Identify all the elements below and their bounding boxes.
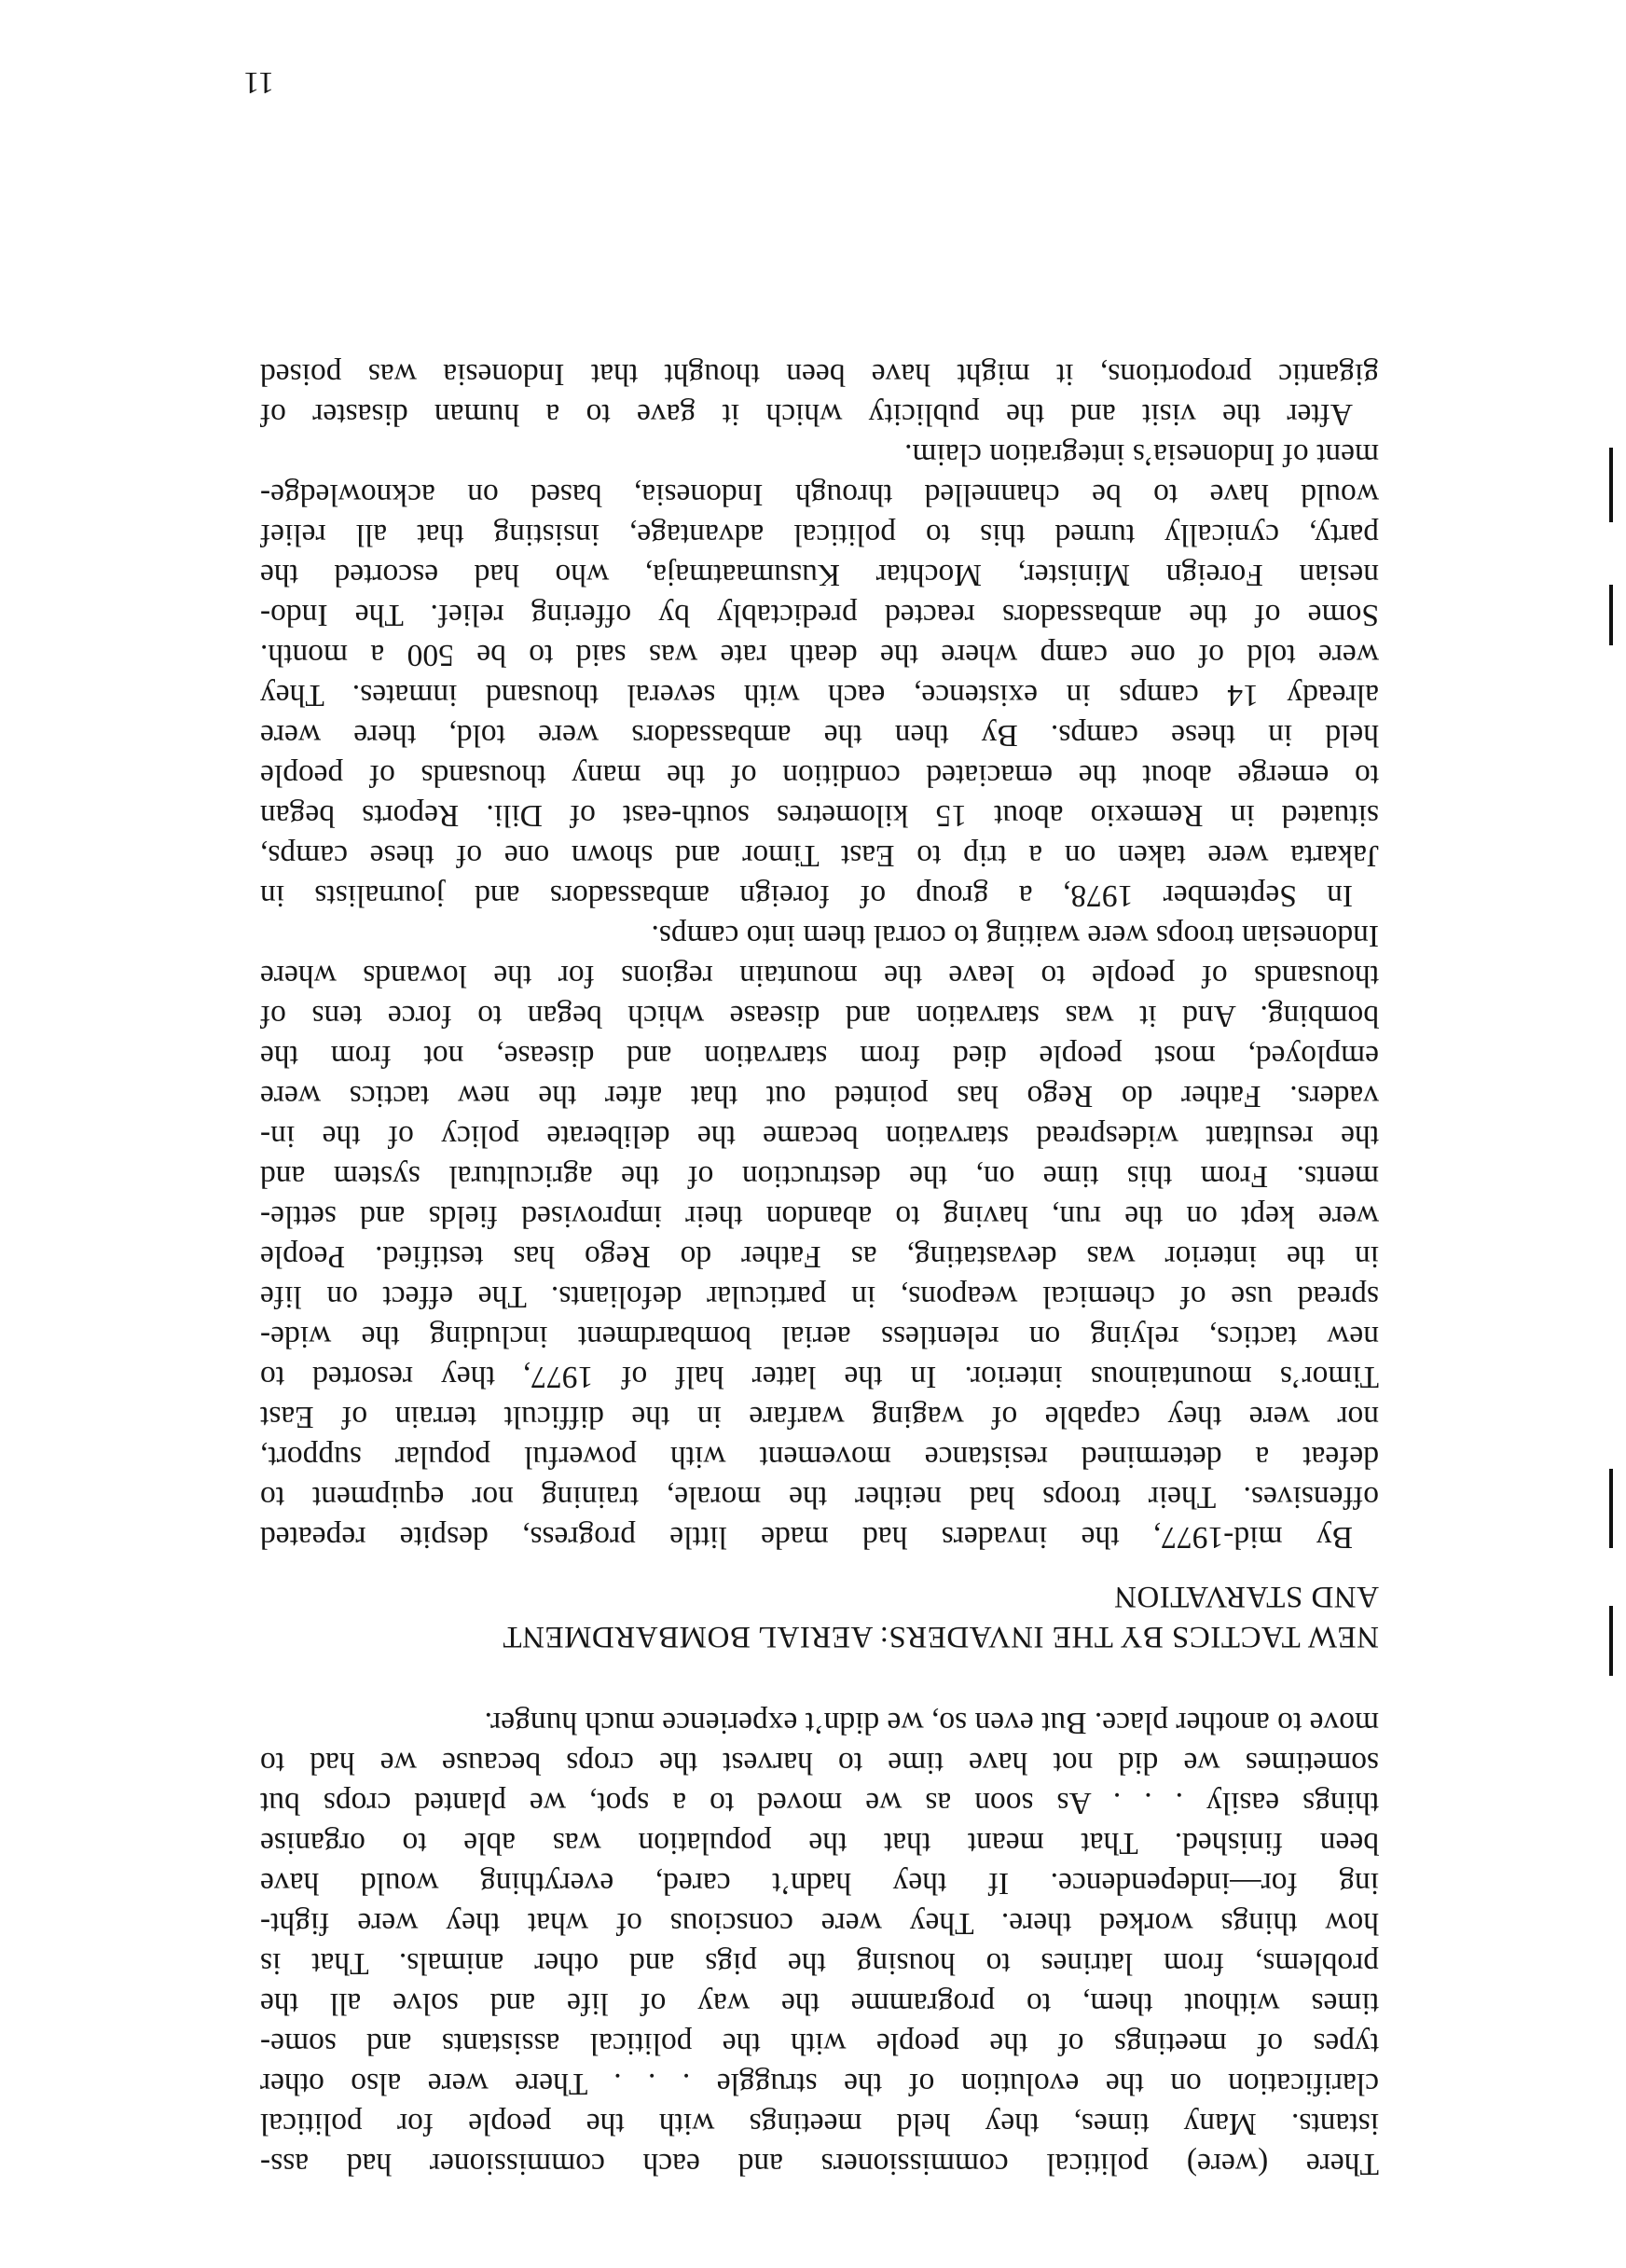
margin-bar [1609,448,1613,522]
text-line: new tactics, relying on relentless aerial bombardment including the wide- [260,1320,1379,1354]
text-line: bombing. And it was starvation and disease which began to force tens of [260,999,1379,1033]
text-line: ing for—independence. If they hadn’t cared, everything would have [260,1866,1379,1901]
text-line: clarification on the evolution of the struggle . . . There were also other [260,2067,1379,2101]
text-line: istants. Many times, they held meetings with the people for political [260,2107,1379,2141]
text-line: After the visit and the publicity which it gave to a human disaster of [260,397,1353,432]
text-line: defeat a determined resistance movement with powerful popular support, [260,1440,1379,1474]
text-line: ments. From this time on, the destruction of the agricultural system and [260,1159,1379,1194]
text-line: Timor’s mountainous interior. In the latter half of 1977, they resorted to [260,1360,1379,1394]
heading-line: AND STARVATION [1113,1580,1379,1613]
text-line: held in these camps. By then the ambassadors were told, there were [260,718,1379,753]
text-line: been finished. That meant that the population was able to organise [260,1826,1379,1860]
text-line: would have to be channelled through Indonesia, based on acknowledge- [260,477,1379,512]
text-line: in the interior was devastating, as Father do Rego has testified. People [260,1239,1379,1274]
text-line: types of meetings of the people with the political assistants and some- [260,2026,1379,2061]
text-line: nor were they capable of waging warfare in the difficult terrain of East [260,1400,1379,1434]
text-line: were told of one camp where the death rate was said to be 500 a month. [260,638,1379,672]
text-line: ment of Indonesia’s integration claim. [904,437,1379,472]
text-line: thousands of people to leave the mountain regions for the lowands where [260,959,1379,993]
text-line: things easily . . . As soon as we moved to a spot, we planted crops but [260,1786,1379,1820]
text-line: sometimes we did not have time to harvest the crops because we had to [260,1746,1379,1780]
text-line: Some of the ambassadors reacted predictably by offering relief. The Indo- [260,598,1379,632]
text-line: Indonesian troops were waiting to corral them into camps. [651,919,1379,953]
heading-line: NEW TACTICS BY THE INVADERS: AERIAL BOMBARDMENT [502,1620,1379,1653]
text-line: nesian Foreign Minister, Mochtar Kusumaatmaja, who had escorted the [260,558,1379,592]
paragraph-1 [260,916,1379,1557]
margin-bar [1609,1606,1613,1676]
paragraph-3 [260,354,1379,435]
text-line: employed, most people died from starvation and disease, not from the [260,1039,1379,1073]
text-line: In September 1978, a group of foreign ambassadors and journalists in [260,878,1353,913]
page-content [260,354,1379,2184]
text-line: offensives. Their troops had neither the morale, training nor equipment to [260,1480,1379,1514]
margin-bar [1609,585,1613,645]
page-number: 11 [243,65,274,100]
text-line: already 14 camps in existence, each with several thousand inmates. They [260,678,1379,712]
text-line: There (were) political commissioners and each commissioner had ass- [260,2147,1379,2181]
text-line: times without them, to programme the way of life and solve all the [260,1986,1379,2021]
text-line: move to another place. But even so, we didn’t experience much hunger. [484,1706,1379,1740]
section-heading [260,1576,1379,1656]
text-line: spread use of chemical weapons, in particular defoliants. The effect on life [260,1279,1379,1314]
text-line: how things worked there. They were conscious of what they were fight- [260,1906,1379,1941]
quoted-testimony-block [260,1703,1379,2184]
paragraph-2 [260,435,1379,916]
text-line: problems, from latrines to housing the pigs and other animals. That is [260,1946,1379,1981]
text-line: By mid-1977, the invaders had made little progress, despite repeated [260,1520,1353,1555]
text-line: party, cynically turned this to political advantage, insisting that all relief [260,518,1379,552]
margin-bar [1609,1469,1613,1548]
text-line: Jakarta were taken on a trip to East Timor and shown one of these camps, [260,838,1379,873]
text-line: situated in Remexio about 15 kilometres south-east of Dili. Reports began [260,798,1379,833]
text-line: the resultant widespread starvation became the deliberate policy of the in- [260,1119,1379,1154]
text-line: gigantic proportions, it might have been thought that Indonesia was poised [260,357,1379,392]
text-line: to emerge about the emaciated condition of the many thousands of people [260,758,1379,793]
text-line: vaders. Father do Rego has pointed out that after the new tactics were [260,1079,1379,1113]
text-line: were kept on the run, having to abandon their improvised fields and settle- [260,1199,1379,1234]
